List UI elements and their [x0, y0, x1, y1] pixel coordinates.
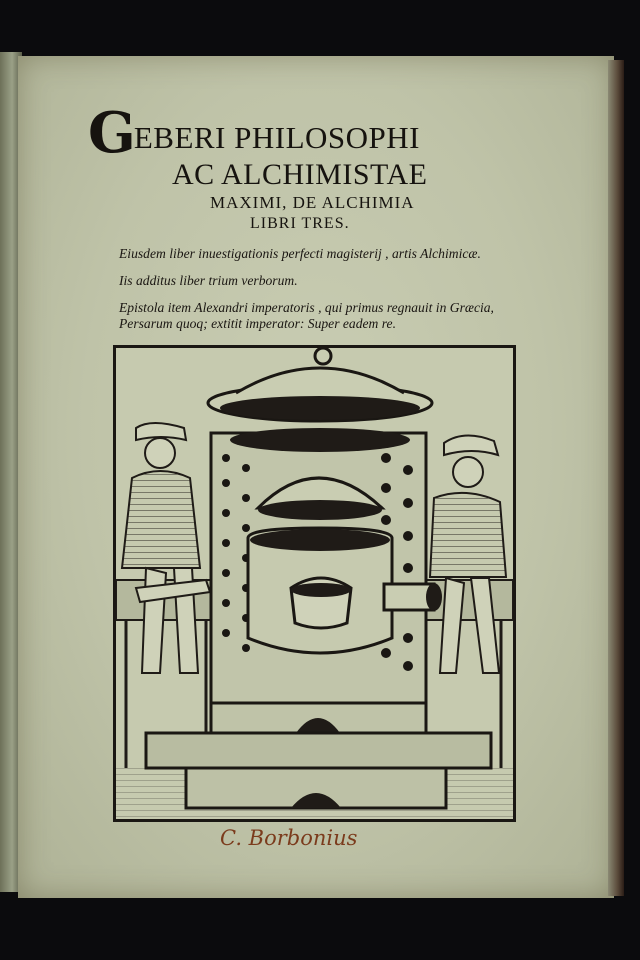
title-line-4: LIBRI TRES.: [250, 215, 350, 232]
paragraph-2: Iis additus liber trium verborum.: [119, 273, 298, 288]
title-initial: G: [88, 100, 134, 166]
title-line-1: [88, 100, 420, 166]
title-line-1-text: EBERI PHILOSOPHI: [133, 120, 420, 155]
owner-signature: C. Borbonius: [220, 826, 358, 850]
title-line-2: AC ALCHIMISTAE: [172, 158, 428, 191]
paragraph-3-line-2: Persarum quoq; extitit imperator: Super eadem re.: [119, 316, 396, 331]
woodcut-illustration: [113, 345, 516, 822]
paragraph-3-line-1: Epistola item Alexandri imperatoris , qui primus regnauit in Græcia,: [119, 300, 494, 315]
paragraph-1: Eiusdem liber inuestigationis perfecti magisterij , artis Alchimicæ.: [119, 246, 481, 261]
woodcut-furnace-drawing: [116, 348, 513, 819]
title-line-3: MAXIMI, DE ALCHIMIA: [210, 193, 415, 212]
page-right-edge: [608, 60, 624, 896]
